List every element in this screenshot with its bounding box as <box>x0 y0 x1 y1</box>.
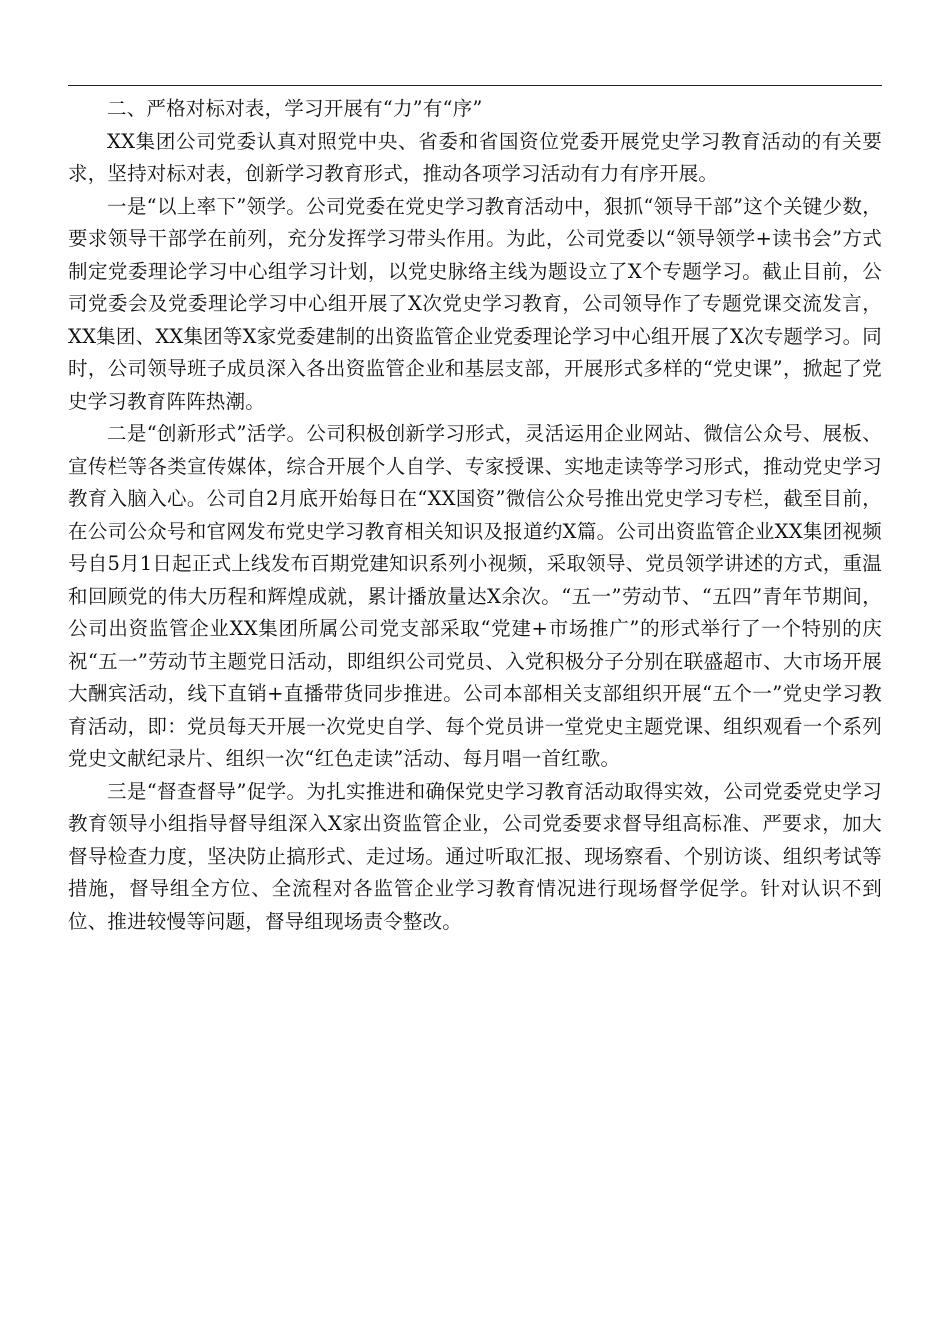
section-heading: 二、严格对标对表，学习开展有“力”有“序” <box>107 97 483 120</box>
header-rule <box>68 85 882 86</box>
paragraph-leading-study: 一是“以上率下”领学。公司党委在党史学习教育活动中，狠抓“领导干部”这个关键少数，要求领导干部学在前列，充分发挥学习带头作用。为此，公司党委以“领导领学+读书会”方式制定党委理论学习中心组学习计划，以党史脉络主线为题设立了X个专题学习。截止目前，公司党委会及党委理论学习中心组开展了X次党史学习教育，公司领导作了专题党课交流发言，XX集团、XX集团等X家党委建制的出资监管企业党委理论学习中心组开展了X次专题学习。同时，公司领导班子成员深入各出资监管企业和基层支部，开展形式多样的“党史课”，掀起了党史学习教育阵阵热潮。 <box>68 194 882 413</box>
document-body <box>68 93 882 938</box>
paragraph-innovative-study: 二是“创新形式”活学。公司积极创新学习形式，灵活运用企业网站、微信公众号、展板、宣传栏等各类宣传媒体，综合开展个人自学、专家授课、实地走读等学习形式，推动党史学习教育入脑入心。公司自2月底开始每日在“XX国资”微信公众号推出党史学习专栏，截至目前，在公司公众号和官网发布党史学习教育相关知识及报道约X篇。公司出资监管企业XX集团视频号自5月1日起正式上线发布百期党建知识系列小视频，采取领导、党员领学讲述的方式，重温和回顾党的伟大历程和辉煌成就，累计播放量达X余次。“五一”劳动节、“五四”青年节期间，公司出资监管企业XX集团所属公司党支部采取“党建+市场推广”的形式举行了一个特别的庆祝“五一”劳动节主题党日活动，即组织公司党员、入党积极分子分别在联盛超市、大市场开展大酬宾活动，线下直销+直播带货同步推进。公司本部相关支部组织开展“五个一”党史学习教育活动，即：党员每天开展一次党史自学、每个党员讲一堂党史主题党课、组织观看一个系列党史文献纪录片、组织一次“红色走读”活动、每月唱一首红歌。 <box>68 422 882 770</box>
paragraph-supervision-study: 三是“督查督导”促学。为扎实推进和确保党史学习教育活动取得实效，公司党委党史学习教育领导小组指导督导组深入X家出资监管企业，公司党委要求督导组高标准、严要求，加大督导检查力度，坚决防止搞形式、走过场。通过听取汇报、现场察看、个别访谈、组织考试等措施，督导组全方位、全流程对各监管企业学习教育情况进行现场督学促学。针对认识不到位、推进较慢等问题，督导组现场责令整改。 <box>68 779 882 933</box>
paragraph-intro: XX集团公司党委认真对照党中央、省委和省国资位党委开展党史学习教育活动的有关要求，坚持对标对表，创新学习教育形式，推动各项学习活动有力有序开展。 <box>68 129 882 185</box>
